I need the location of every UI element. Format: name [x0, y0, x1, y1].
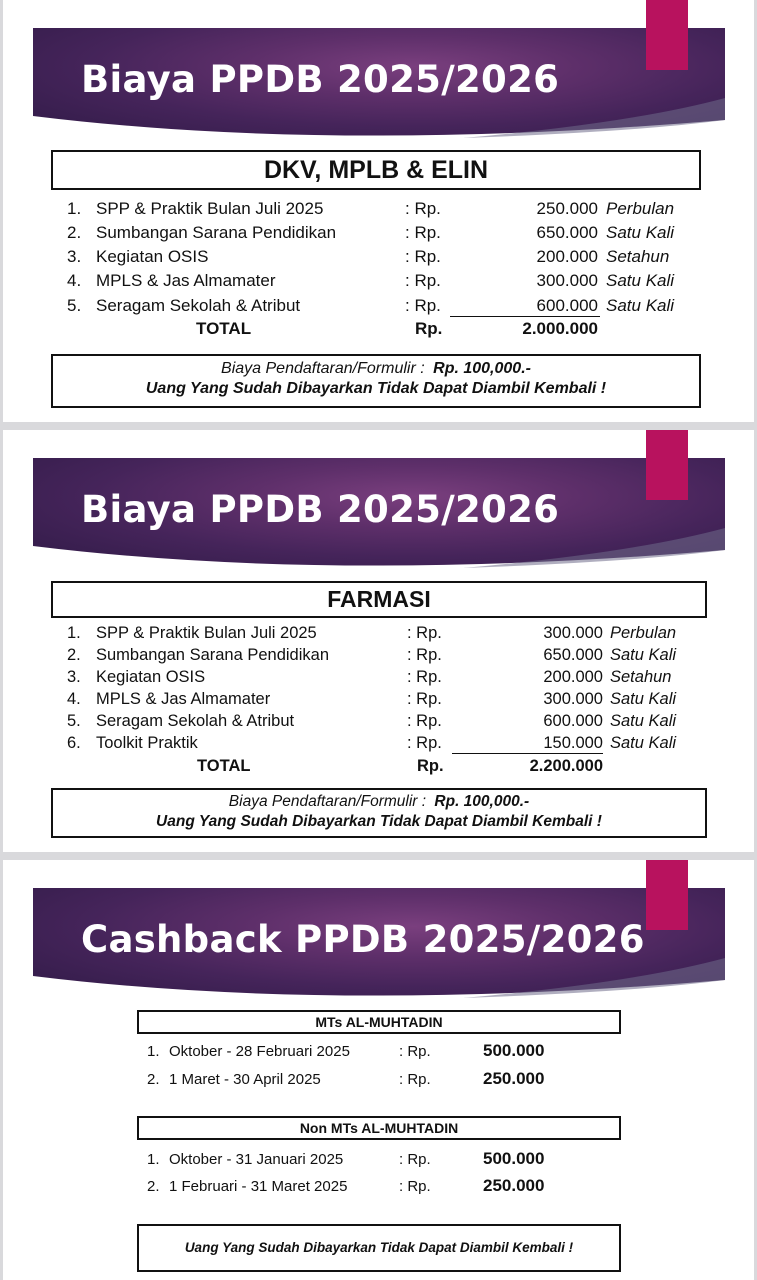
row-currency: : Rp.: [405, 199, 441, 218]
fee-line: [53, 360, 699, 378]
refund-warning: Uang Yang Sudah Dibayarkan Tidak Dapat Diambil Kembali !: [184, 1240, 574, 1255]
row-amount: 250.000: [483, 1069, 545, 1088]
row-label: Sumbangan Sarana Pendidikan: [96, 646, 330, 664]
row-number: 2.: [147, 1071, 160, 1088]
row-amount: 500.000: [483, 1149, 545, 1168]
fee-row: [3, 223, 754, 245]
row-note: Satu Kali: [610, 734, 677, 752]
registration-info-box: [51, 354, 701, 408]
row-amount: 600.000: [543, 712, 603, 730]
total-label: TOTAL: [196, 319, 252, 338]
row-label: MPLS & Jas Almamater: [96, 690, 271, 708]
refund-warning: Uang Yang Sudah Dibayarkan Tidak Dapat Diambil Kembali !: [156, 813, 602, 830]
program-heading: DKV, MPLB & ELIN: [51, 150, 701, 190]
row-amount: 200.000: [543, 668, 603, 686]
slide-title: Biaya PPDB 2025/2026: [81, 58, 560, 101]
row-currency: : Rp.: [407, 690, 442, 708]
row-number: 4.: [67, 271, 82, 290]
row-period: Oktober - 31 Januari 2025: [169, 1151, 344, 1168]
fee-row: [3, 296, 754, 318]
row-number: 5.: [67, 296, 82, 315]
row-number: 5.: [67, 712, 81, 730]
title-banner: [33, 888, 725, 998]
accent-bar: [646, 430, 688, 500]
row-number: 6.: [67, 734, 81, 752]
fee-amount: Rp. 100,000.-: [433, 360, 531, 377]
row-label: Kegiatan OSIS: [96, 247, 209, 266]
refund-warning-box: [137, 1224, 621, 1272]
refund-warning: Uang Yang Sudah Dibayarkan Tidak Dapat Diambil Kembali !: [145, 380, 607, 397]
row-amount: 150.000: [543, 734, 603, 752]
row-amount: 300.000: [543, 624, 603, 642]
title-banner: [33, 458, 725, 568]
row-currency: : Rp.: [407, 668, 442, 686]
total-label: TOTAL: [197, 757, 251, 775]
row-currency: : Rp.: [407, 624, 442, 642]
row-number: 1.: [67, 624, 81, 642]
fee-row: [3, 247, 754, 269]
row-currency: : Rp.: [405, 271, 441, 290]
row-amount: 650.000: [543, 646, 603, 664]
row-label: SPP & Praktik Bulan Juli 2025: [96, 199, 324, 218]
row-note: Satu Kali: [606, 296, 675, 315]
fee-label: Biaya Pendaftaran/Formulir :: [228, 793, 427, 810]
row-label: Seragam Sekolah & Atribut: [96, 296, 301, 315]
fee-row: [3, 646, 754, 666]
row-note: Perbulan: [610, 624, 677, 642]
row-number: 3.: [67, 668, 81, 686]
row-currency: : Rp.: [399, 1151, 431, 1168]
row-amount: 300.000: [536, 271, 598, 290]
row-amount: 250.000: [536, 199, 598, 218]
fee-row: [3, 668, 754, 688]
row-amount: 250.000: [483, 1176, 545, 1195]
row-label: Toolkit Praktik: [96, 734, 198, 752]
total-amount: 2.200.000: [529, 757, 603, 775]
row-amount: 650.000: [536, 223, 598, 242]
slide-title: Biaya PPDB 2025/2026: [81, 488, 560, 531]
row-amount: 600.000: [536, 296, 598, 315]
row-note: Satu Kali: [606, 271, 675, 290]
row-number: 1.: [67, 199, 82, 218]
cashback-group-heading: MTs AL-MUHTADIN: [137, 1010, 621, 1034]
fee-row: [3, 624, 754, 644]
row-amount: 300.000: [543, 690, 603, 708]
fee-row: [3, 690, 754, 710]
row-number: 2.: [67, 646, 81, 664]
row-number: 2.: [147, 1178, 160, 1195]
total-divider: [450, 316, 600, 317]
row-amount: 500.000: [483, 1041, 545, 1060]
row-note: Satu Kali: [610, 712, 677, 730]
row-label: MPLS & Jas Almamater: [96, 271, 276, 290]
cashback-row: [3, 1071, 754, 1093]
total-row: [3, 319, 754, 341]
fee-amount: Rp. 100,000.-: [434, 793, 530, 810]
accent-bar: [646, 860, 688, 930]
row-note: Setahun: [610, 668, 672, 686]
row-currency: : Rp.: [407, 734, 442, 752]
slide-title: Cashback PPDB 2025/2026: [81, 918, 645, 961]
cashback-row: [3, 1043, 754, 1065]
fee-row: [3, 199, 754, 221]
row-label: Seragam Sekolah & Atribut: [96, 712, 295, 730]
row-currency: : Rp.: [405, 247, 441, 266]
cashback-group-heading: Non MTs AL-MUHTADIN: [137, 1116, 621, 1140]
row-note: Perbulan: [606, 199, 675, 218]
program-heading: FARMASI: [51, 581, 707, 618]
row-number: 1.: [147, 1151, 160, 1168]
row-currency: : Rp.: [407, 646, 442, 664]
row-number: 2.: [67, 223, 82, 242]
fee-line: [53, 793, 705, 811]
title-banner: [33, 28, 725, 138]
row-currency: : Rp.: [399, 1178, 431, 1195]
row-amount: 200.000: [536, 247, 598, 266]
row-period: 1 Maret - 30 April 2025: [169, 1071, 321, 1088]
row-currency: : Rp.: [399, 1043, 431, 1060]
row-note: Satu Kali: [606, 223, 675, 242]
fee-row: [3, 271, 754, 293]
cashback-row: [3, 1178, 754, 1200]
row-note: Satu Kali: [610, 690, 677, 708]
total-row: [3, 757, 754, 777]
slide-cashback: [3, 860, 754, 1280]
fee-row: [3, 734, 754, 754]
row-note: Setahun: [606, 247, 670, 266]
total-currency: Rp.: [417, 757, 444, 775]
total-amount: 2.000.000: [522, 319, 598, 338]
row-label: SPP & Praktik Bulan Juli 2025: [96, 624, 317, 642]
accent-bar: [646, 0, 688, 70]
registration-info-box: [51, 788, 707, 838]
row-label: Sumbangan Sarana Pendidikan: [96, 223, 337, 242]
row-number: 4.: [67, 690, 81, 708]
row-period: 1 Februari - 31 Maret 2025: [169, 1178, 348, 1195]
fee-row: [3, 712, 754, 732]
row-label: Kegiatan OSIS: [96, 668, 206, 686]
total-currency: Rp.: [415, 319, 443, 338]
row-period: Oktober - 28 Februari 2025: [169, 1043, 350, 1060]
cashback-row: [3, 1151, 754, 1173]
fee-label: Biaya Pendaftaran/Formulir :: [221, 360, 425, 377]
row-currency: : Rp.: [405, 296, 441, 315]
row-currency: : Rp.: [399, 1071, 431, 1088]
row-note: Satu Kali: [610, 646, 677, 664]
row-number: 3.: [67, 247, 82, 266]
row-currency: : Rp.: [407, 712, 442, 730]
row-number: 1.: [147, 1043, 160, 1060]
total-divider: [452, 753, 603, 754]
slide-farmasi: [3, 430, 754, 852]
row-currency: : Rp.: [405, 223, 441, 242]
slide-dkv-mplb-elin: [3, 0, 754, 422]
